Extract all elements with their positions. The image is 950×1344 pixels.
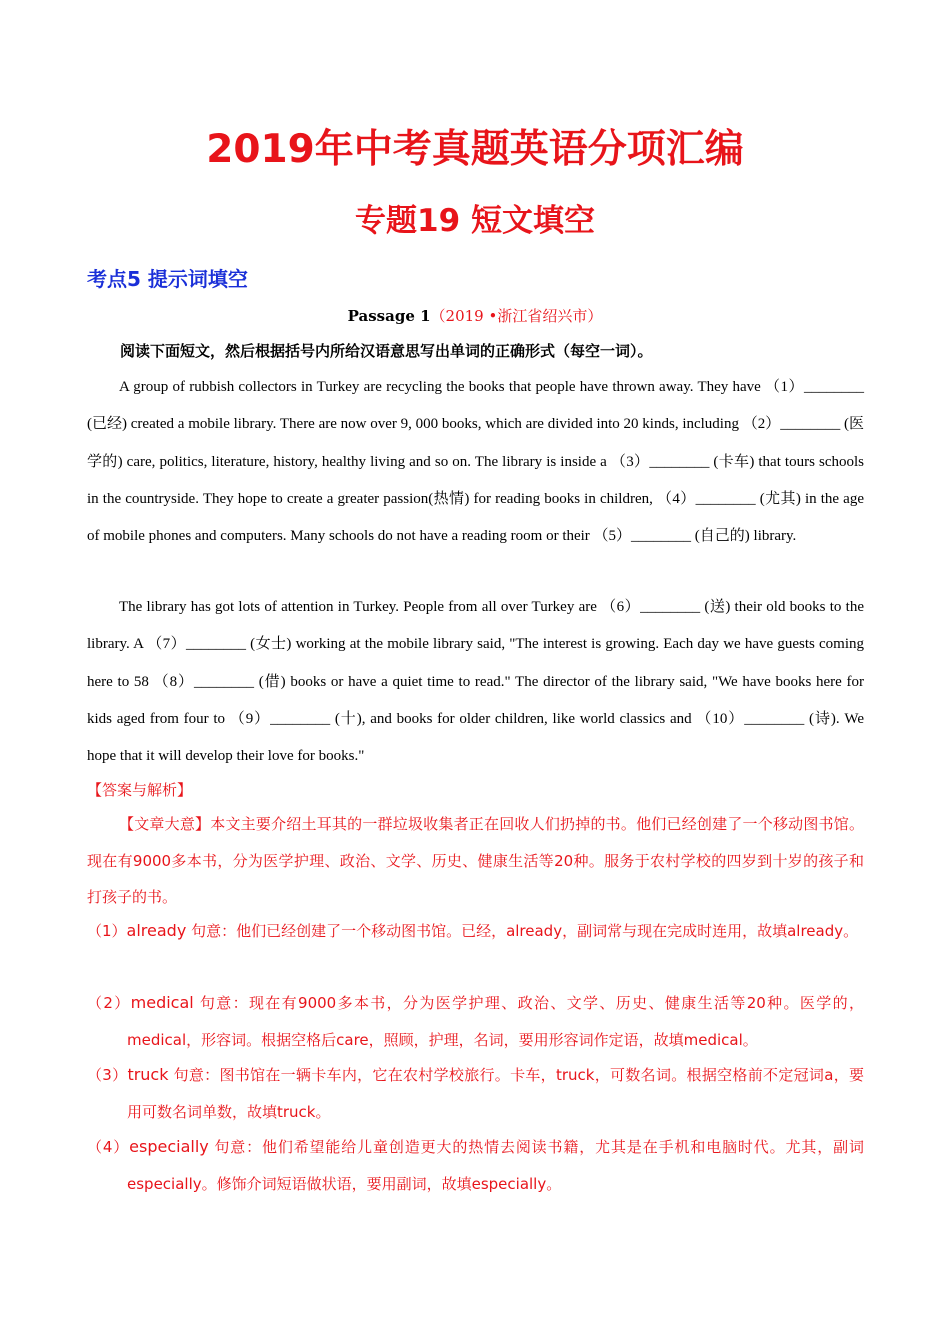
answer-summary: [87, 806, 864, 916]
answer-explanation: 句意：现在有9000多本书，分为医学护理、政治、文学、历史、健康生活等20种。医学的，medical，形容词。根据空格后care，照顾，护理，名词，要用形容词作定语，故填medical。: [127, 994, 864, 1049]
summary-label: 【文章大意】: [119, 815, 211, 833]
answer-number: （1）: [87, 922, 127, 940]
passage-instruction: 阅读下面短文，然后根据括号内所给汉语意思写出单词的正确形式（每空一词）。: [120, 342, 653, 360]
answer-word: especially: [129, 1137, 209, 1156]
answer-number: （2）: [87, 994, 131, 1012]
answer-number: （3）: [87, 1066, 128, 1084]
passage-source: （2019 •浙江省绍兴市）: [430, 307, 603, 325]
answer-item: [87, 1057, 864, 1130]
answer-explanation: 句意：他们希望能给儿童创造更大的热情去阅读书籍，尤其是在手机和电脑时代。尤其，副词especially。修饰介词短语做状语，要用副词，故填especially。: [127, 1138, 864, 1193]
section-heading: 考点5 提示词填空: [87, 267, 248, 291]
answer-item: [87, 1129, 864, 1202]
summary-text: 本文主要介绍土耳其的一群垃圾收集者正在回收人们扔掉的书。他们已经创建了一个移动图书馆。现在有9000多本书，分为医学护理、政治、文学、历史、健康生活等20种。服务于农村学校的四岁到十岁的孩子和打孩子的书。: [87, 815, 864, 907]
answer-explanation: 句意：图书馆在一辆卡车内，它在农村学校旅行。卡车，truck，可数名词。根据空格前不定冠词a，要用可数名词单数，故填truck。: [127, 1066, 864, 1121]
answer-number: （4）: [87, 1138, 130, 1156]
answer-item: [87, 913, 864, 950]
answers-heading: 【答案与解析】: [87, 781, 193, 799]
passage-paragraph-2: The library has got lots of attention in Turkey. People from all over Turkey are （6）________ (送) their old books to the library. A （7）________ (女士) working at the mobile library said, "The interest is growing. Each day we have guests coming here to 58 （8）________ (借) books or have a quiet time to read." The director of the library said, "We have books here for kids aged from four to （9）________ (十), and books for older children, like world classics and （10）________ (诗). We hope that it will develop their love for books.": [87, 599, 864, 765]
answer-word: already: [126, 921, 187, 940]
passage-paragraph-1: A group of rubbish collectors in Turkey are recycling the books that people have thrown away. They have （1）________ (已经) created a mobile library. There are now over 9, 000 books, which are divided into 20 kinds, including （2）________ (医学的) care, politics, literature, history, healthy living and so on. The library is inside a （3）________ (卡车) that tours schools in the countryside. They hope to create a greater passion(热情) for reading books in children, （4）________ (尤其) in the age of mobile phones and computers. Many schools do not have a reading room or their （5）________ (自己的) library.: [87, 379, 864, 545]
answer-item: [87, 985, 864, 1058]
passage-heading: [0, 305, 950, 327]
answer-word: medical: [130, 993, 194, 1012]
document-title: 2019年中考真题英语分项汇编: [206, 127, 744, 172]
answer-explanation: 句意：他们已经创建了一个移动图书馆。已经，already，副词常与现在完成时连用，故填already。: [186, 922, 859, 940]
answer-word: truck: [127, 1065, 169, 1084]
document-subtitle: 专题19 短文填空: [355, 203, 595, 239]
passage-name: Passage 1: [347, 307, 431, 325]
